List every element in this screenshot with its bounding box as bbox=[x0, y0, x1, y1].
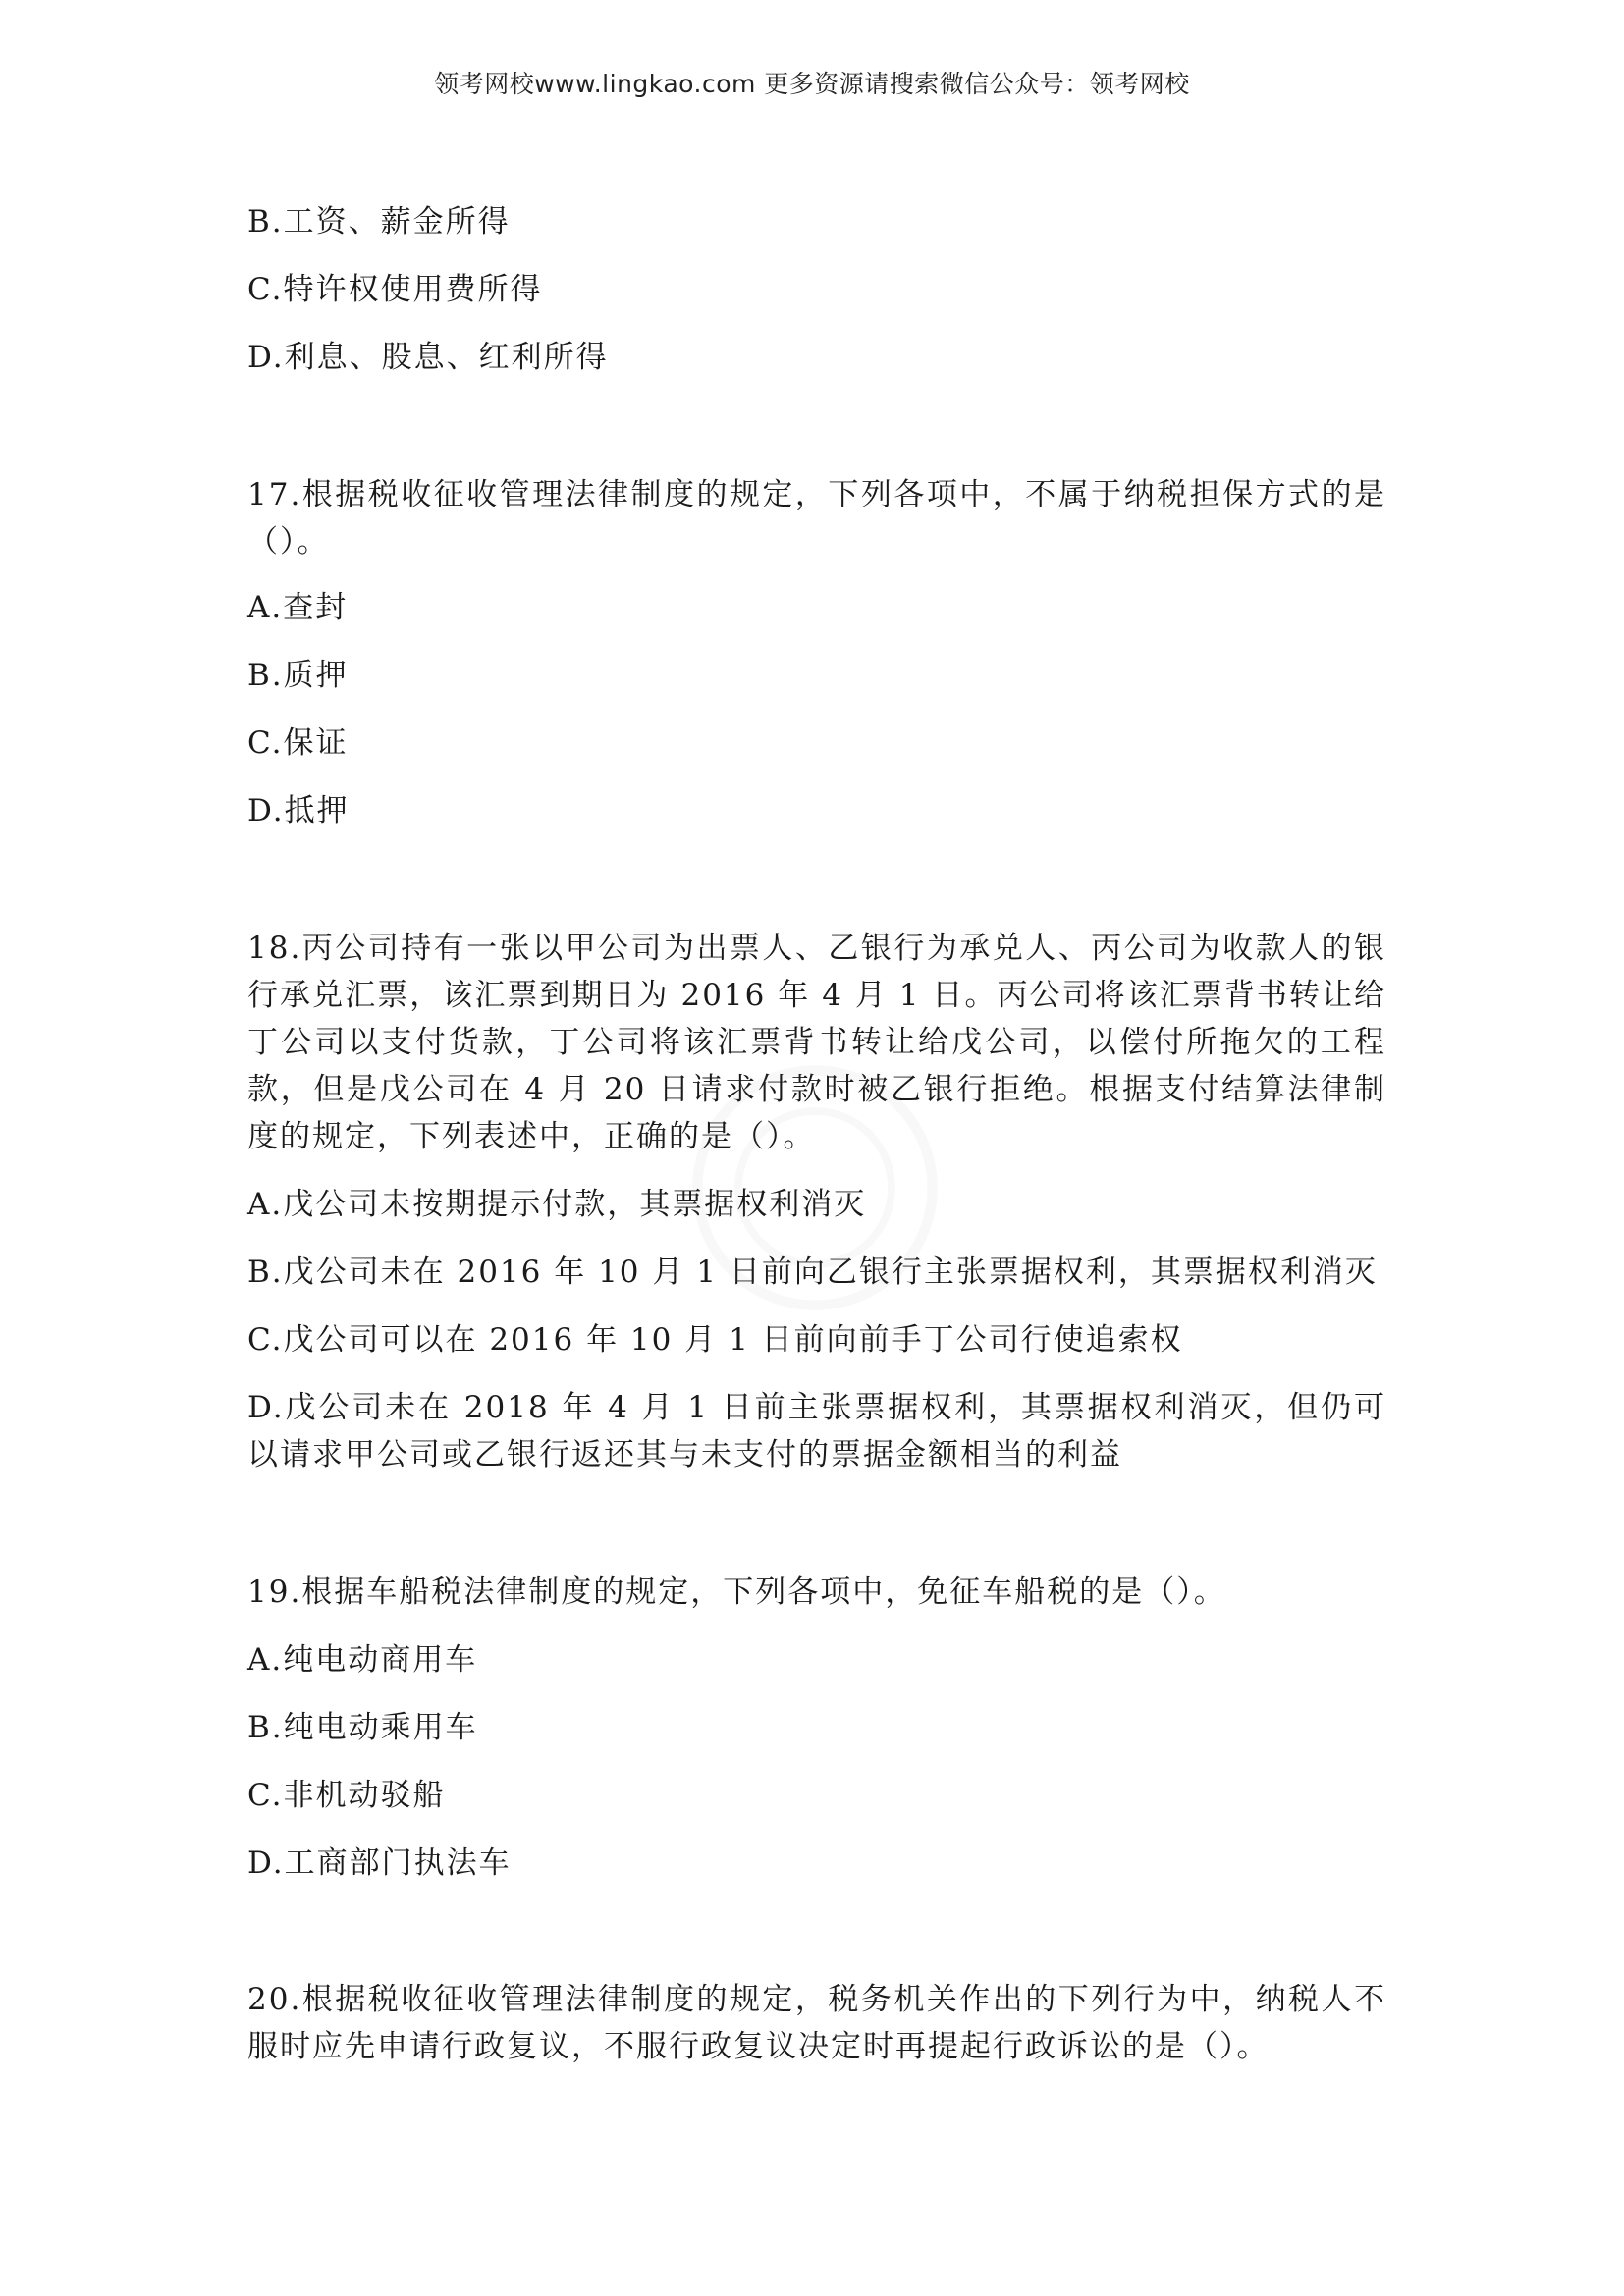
q19-stem: 19.根据车船税法律制度的规定，下列各项中，免征车船税的是（）。 bbox=[247, 1575, 1226, 1610]
q19-option-d: D.工商部门执法车 bbox=[247, 1845, 512, 1881]
q19-option-c: C.非机动驳船 bbox=[247, 1778, 446, 1813]
q18-option-c: C.戊公司可以在 2016 年 10 月 1 日前向前手丁公司行使追索权 bbox=[247, 1322, 1183, 1358]
q19-option-a: A.纯电动商用车 bbox=[247, 1642, 478, 1678]
q20-stem: 20.根据税收征收管理法律制度的规定，税务机关作出的下列行为中，纳税人不服时应先申请行政复议，不服行政复议决定时再提起行政诉讼的是（）。 bbox=[247, 1982, 1386, 2064]
q16-option-d: D.利息、股息、红利所得 bbox=[247, 340, 609, 375]
q16-option-c: C.特许权使用费所得 bbox=[247, 272, 543, 307]
q18-option-a: A.戊公司未按期提示付款，其票据权利消灭 bbox=[247, 1187, 867, 1222]
q17-option-c: C.保证 bbox=[247, 725, 349, 761]
q17-option-d: D.抵押 bbox=[247, 793, 350, 828]
q16-option-b: B.工资、薪金所得 bbox=[247, 204, 511, 240]
q17-option-a: A.查封 bbox=[247, 590, 349, 625]
q17-option-b: B.质押 bbox=[247, 658, 349, 693]
q19-option-b: B.纯电动乘用车 bbox=[247, 1710, 478, 1745]
q18-stem: 18.丙公司持有一张以甲公司为出票人、乙银行为承兑人、丙公司为收款人的银行承兑汇票，该汇票到期日为 2016 年 4 月 1 日。丙公司将该汇票背书转让给丁公司以支付货款，丁公司将该汇票背书转让给戊公司，以偿付所拖欠的工程款，但是戊公司在 4 月 20 日请求付款时被乙银行拒绝。根据支付结算法律制度的规定，下列表述中，正确的是（）。 bbox=[247, 931, 1386, 1154]
q17-stem: 17.根据税收征收管理法律制度的规定，下列各项中，不属于纳税担保方式的是（）。 bbox=[247, 477, 1386, 560]
watermark-logo bbox=[687, 1060, 943, 1315]
q18-option-d: D.戊公司未在 2018 年 4 月 1 日前主张票据权利，其票据权利消灭，但仍可以请求甲公司或乙银行返还其与未支付的票据金额相当的利益 bbox=[247, 1390, 1386, 1472]
q18-option-b: B.戊公司未在 2016 年 10 月 1 日前向乙银行主张票据权利，其票据权利消灭 bbox=[247, 1255, 1378, 1290]
page-header: 领考网校www.lingkao.com 更多资源请搜索微信公众号：领考网校 bbox=[434, 70, 1190, 98]
